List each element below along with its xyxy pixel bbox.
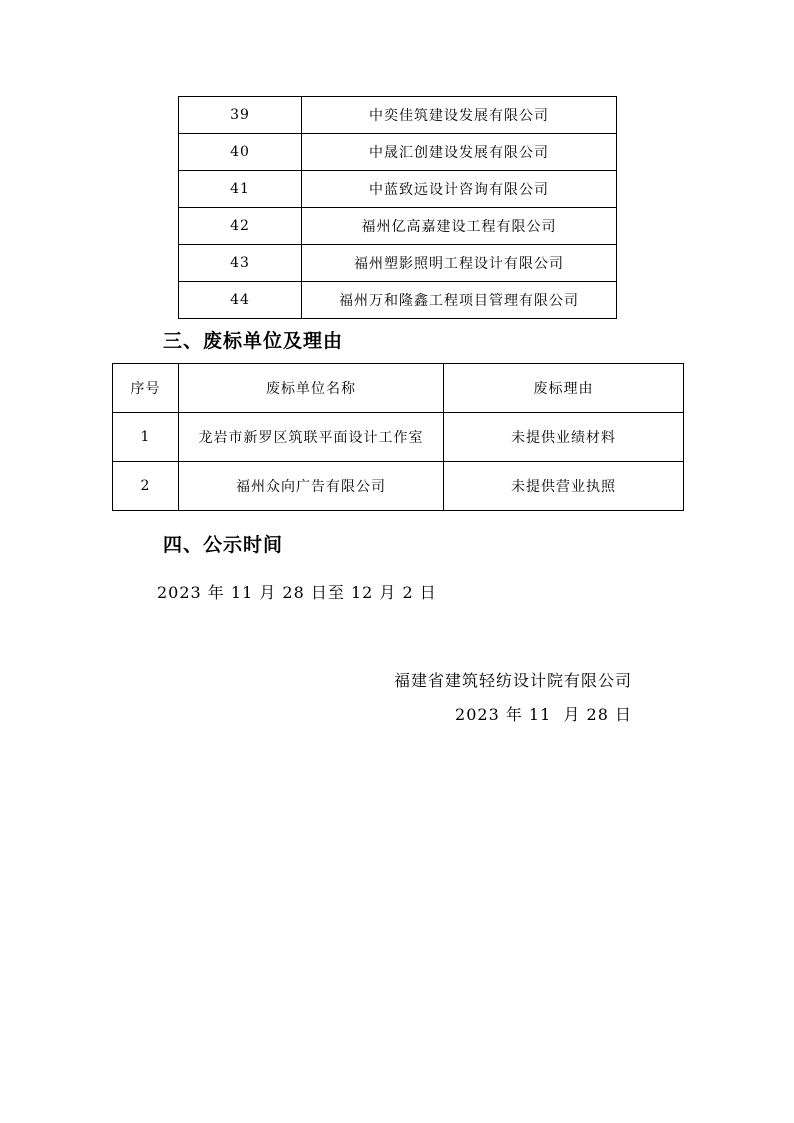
rejected-bidders-table (112, 363, 684, 511)
column-header-unit: 废标单位名称 (179, 364, 444, 413)
table-row (113, 413, 684, 462)
row-number: 43 (179, 245, 302, 282)
bidder-list-table (178, 96, 617, 319)
table-row (179, 282, 617, 319)
company-name: 福州塑影照明工程设计有限公司 (302, 245, 617, 282)
company-name: 福州亿高嘉建设工程有限公司 (302, 208, 617, 245)
period-section-heading: 四、公示时间 (163, 534, 284, 556)
table-header-row (113, 364, 684, 413)
company-name: 福州万和隆鑫工程项目管理有限公司 (302, 282, 617, 319)
row-number: 2 (113, 462, 179, 511)
column-header-number: 序号 (113, 364, 179, 413)
signer-organization: 福建省建筑轻纺设计院有限公司 (393, 671, 632, 690)
publicity-period-text: 2023 年 11 月 28 日至 12 月 2 日 (157, 583, 437, 602)
company-name: 中蓝致远设计咨询有限公司 (302, 171, 617, 208)
row-number: 42 (179, 208, 302, 245)
row-number: 44 (179, 282, 302, 319)
rejection-reason: 未提供营业执照 (444, 462, 684, 511)
company-name: 中晟汇创建设发展有限公司 (302, 134, 617, 171)
rejection-reason: 未提供业绩材料 (444, 413, 684, 462)
table-row (179, 171, 617, 208)
company-name: 中奕佳筑建设发展有限公司 (302, 97, 617, 134)
row-number: 41 (179, 171, 302, 208)
table-row (179, 245, 617, 282)
table-row (179, 208, 617, 245)
table-row (113, 462, 684, 511)
row-number: 39 (179, 97, 302, 134)
table-row (179, 97, 617, 134)
rejected-section-heading: 三、废标单位及理由 (163, 330, 344, 352)
signature-date: 2023 年 11 月 28 日 (455, 705, 632, 724)
table-row (179, 134, 617, 171)
rejected-unit-name: 福州众向广告有限公司 (179, 462, 444, 511)
row-number: 40 (179, 134, 302, 171)
row-number: 1 (113, 413, 179, 462)
column-header-reason: 废标理由 (444, 364, 684, 413)
rejected-unit-name: 龙岩市新罗区筑联平面设计工作室 (179, 413, 444, 462)
